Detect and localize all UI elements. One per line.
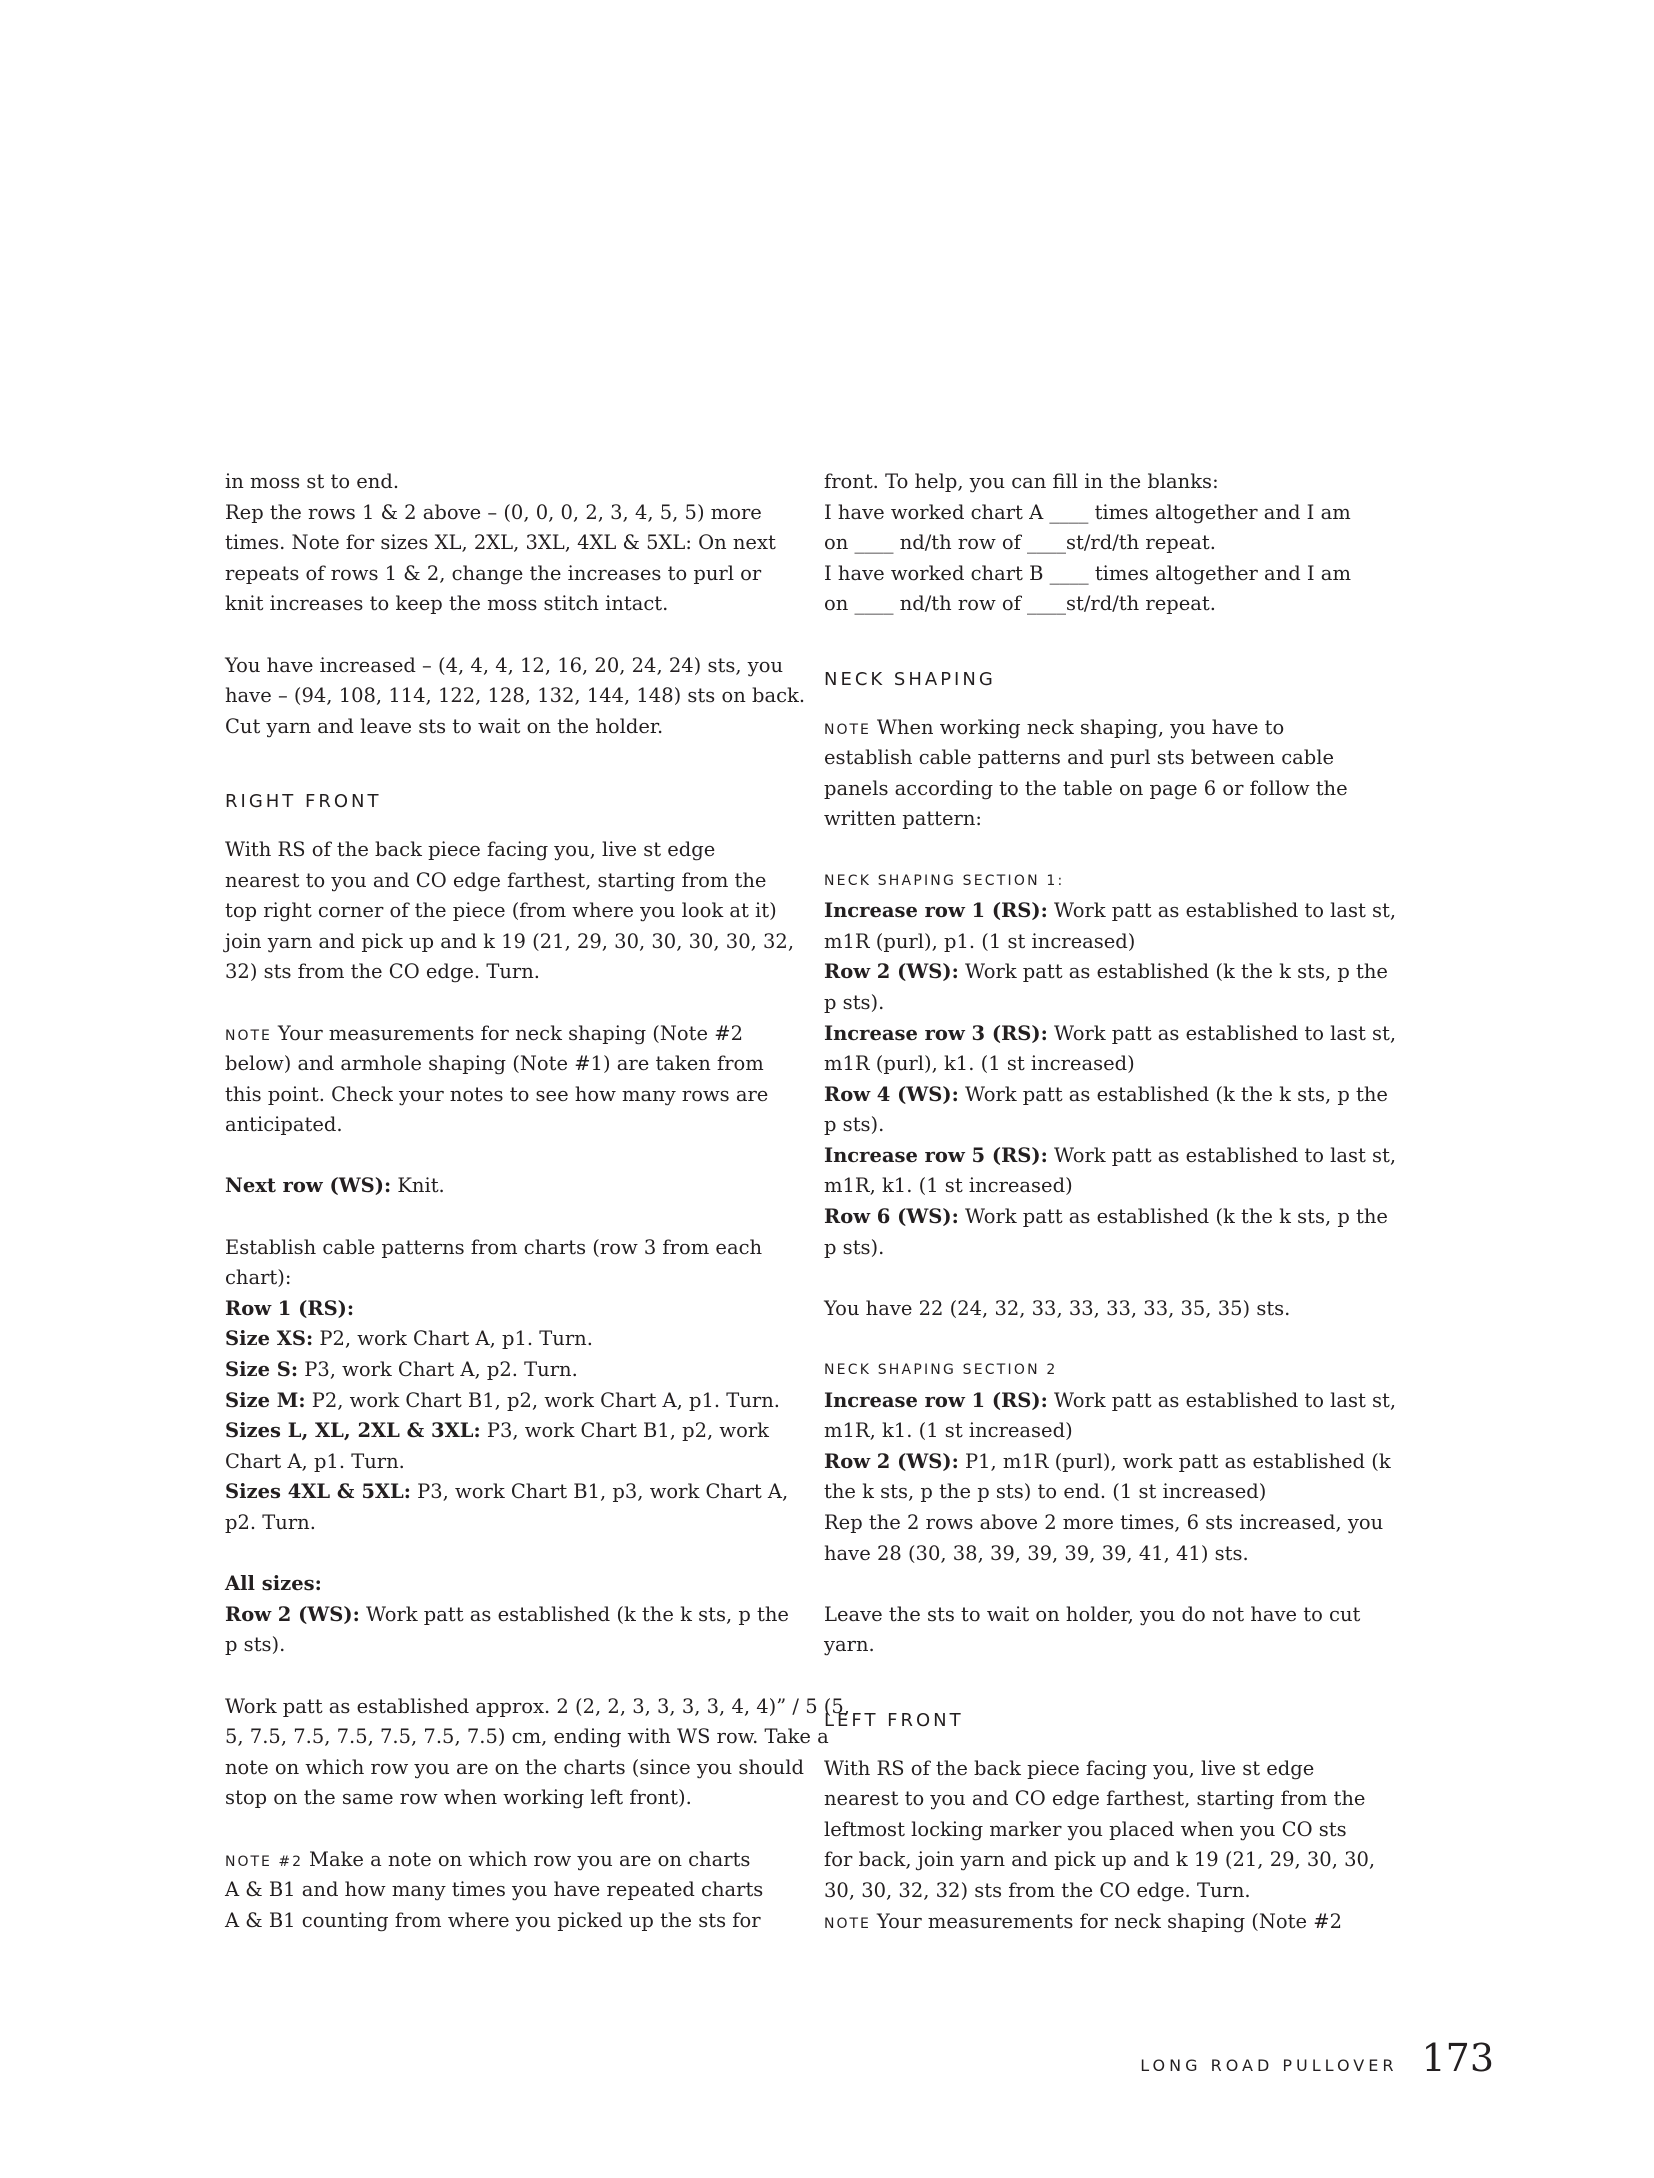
section-heading-neck-shaping: NECK SHAPING	[824, 668, 996, 690]
row-line: Rep the 2 rows above 2 more times, 6 sts increased, you	[824, 1511, 1384, 1534]
text-line: for back, join yarn and pick up and k 19 (21, 29, 30, 30,	[824, 1848, 1376, 1872]
text-line: chart):	[225, 1266, 292, 1290]
running-title: LONG ROAD PULLOVER	[1140, 2056, 1398, 2075]
text-line: Leave the sts to wait on holder, you do not have to cut	[824, 1602, 1361, 1626]
text-line: I have worked chart B ____ times altogether and I am	[824, 561, 1351, 585]
section-heading-left-front: LEFT FRONT	[824, 1709, 964, 1731]
note-line: NOTE Your measurements for neck shaping (Note #2	[225, 1021, 743, 1045]
text-line: in moss st to end.	[225, 470, 400, 493]
row-line: m1R, k1. (1 st increased)	[824, 1174, 1073, 1198]
row-line: have 28 (30, 38, 39, 39, 39, 39, 41, 41) sts.	[824, 1541, 1249, 1565]
size-line: Sizes 4XL & 5XL: P3, work Chart B1, p3, work Chart A,	[225, 1480, 789, 1504]
note-label: NOTE	[225, 1027, 272, 1044]
row-line: Increase row 5 (RS): Work patt as established to last st,	[824, 1143, 1397, 1167]
text-line: p2. Turn.	[225, 1511, 316, 1534]
row-line: Increase row 1 (RS): Work patt as established to last st,	[824, 1388, 1397, 1412]
row-line: Increase row 1 (RS): Work patt as established to last st,	[824, 899, 1397, 923]
text-line: note on which row you are on the charts (since you should	[225, 1755, 804, 1779]
text-line: A & B1 counting from where you picked up the sts for	[225, 1908, 761, 1932]
note-label: NOTE	[824, 721, 871, 738]
text-line: With RS of the back piece facing you, live st edge	[225, 837, 716, 861]
text-line: panels according to the table on page 6 or follow the	[824, 776, 1348, 800]
text-line: on ____ nd/th row of ____st/rd/th repeat.	[824, 531, 1216, 555]
text-line: Chart A, p1. Turn.	[225, 1449, 405, 1473]
text-line: knit increases to keep the moss stitch intact.	[225, 592, 669, 616]
row-line: p sts).	[824, 1113, 885, 1137]
all-sizes-label: All sizes:	[225, 1572, 322, 1596]
row-line: Row 6 (WS): Work patt as established (k the k sts, p the	[824, 1205, 1388, 1229]
text-line: repeats of rows 1 & 2, change the increases to purl or	[225, 561, 762, 585]
text-line: With RS of the back piece facing you, live st edge	[824, 1756, 1315, 1780]
section-heading-right-front: RIGHT FRONT	[225, 791, 382, 813]
text-line: 30, 30, 32, 32) sts from the CO edge. Turn.	[824, 1878, 1251, 1902]
left-column	[225, 467, 851, 1936]
text-line: Rep the rows 1 & 2 above – (0, 0, 0, 2, 3, 4, 5, 5) more	[225, 500, 762, 524]
text-line: this point. Check your notes to see how many rows are	[225, 1082, 769, 1106]
text-line: yarn.	[824, 1633, 875, 1657]
row-line: m1R (purl), k1. (1 st increased)	[824, 1052, 1135, 1076]
page-number: 173	[1421, 2036, 1494, 2080]
size-line: Size M: P2, work Chart B1, p2, work Chart A, p1. Turn.	[225, 1388, 780, 1412]
text-line: below) and armhole shaping (Note #1) are taken from	[225, 1052, 764, 1076]
text-line: join yarn and pick up and k 19 (21, 29, 30, 30, 30, 30, 32,	[225, 929, 795, 953]
note-label: NOTE	[824, 1915, 871, 1932]
text-line: 32) sts from the CO edge. Turn.	[225, 960, 540, 984]
text-line: nearest to you and CO edge farthest, starting from the	[824, 1787, 1366, 1811]
right-column	[824, 467, 1397, 1937]
note-line: NOTE When working neck shaping, you have to	[824, 715, 1285, 739]
text-line: 5, 7.5, 7.5, 7.5, 7.5, 7.5, 7.5) cm, ending with WS row. Take a	[225, 1725, 829, 1749]
text-line: You have increased – (4, 4, 4, 12, 16, 20, 24, 24) sts, you	[225, 653, 784, 677]
text-line: You have 22 (24, 32, 33, 33, 33, 33, 35, 35) sts.	[824, 1296, 1291, 1320]
text-line: leftmost locking marker you placed when you CO sts	[824, 1817, 1347, 1841]
text-line: establish cable patterns and purl sts between cable	[824, 746, 1335, 770]
row-line: m1R, k1. (1 st increased)	[824, 1419, 1073, 1443]
row-line: Row 4 (WS): Work patt as established (k the k sts, p the	[824, 1082, 1388, 1106]
text-line: top right corner of the piece (from where you look at it)	[225, 899, 777, 923]
row-line: the k sts, p the p sts) to end. (1 st increased)	[824, 1480, 1267, 1504]
text-line: Work patt as established approx. 2 (2, 2, 3, 3, 3, 3, 4, 4)” / 5 (5,	[225, 1694, 851, 1718]
row-line: m1R (purl), p1. (1 st increased)	[824, 929, 1136, 953]
text-line: A & B1 and how many times you have repeated charts	[225, 1878, 764, 1902]
size-line: Size XS: P2, work Chart A, p1. Turn.	[225, 1327, 593, 1351]
row-line: Increase row 3 (RS): Work patt as established to last st,	[824, 1021, 1397, 1045]
size-line: Sizes L, XL, 2XL & 3XL: P3, work Chart B1, p2, work	[225, 1419, 769, 1443]
text-line: I have worked chart A ____ times altogether and I am	[824, 500, 1351, 524]
text-line: on ____ nd/th row of ____st/rd/th repeat.	[824, 592, 1216, 616]
note-line: NOTE Your measurements for neck shaping (Note #2	[824, 1909, 1342, 1933]
page-footer	[1140, 2036, 1494, 2080]
note-label: NOTE #2	[225, 1853, 303, 1870]
subheading-section-1: NECK SHAPING SECTION 1:	[824, 872, 1065, 889]
row-label: Row 1 (RS):	[225, 1296, 355, 1320]
text-line: p sts).	[225, 1633, 286, 1657]
row-line: p sts).	[824, 1235, 885, 1259]
row-line: Row 2 (WS): Work patt as established (k the k sts, p the	[824, 960, 1388, 984]
text-line: Establish cable patterns from charts (row 3 from each	[225, 1235, 763, 1259]
row-line: Row 2 (WS): P1, m1R (purl), work patt as established (k	[824, 1449, 1391, 1473]
size-line: Size S: P3, work Chart A, p2. Turn.	[225, 1358, 578, 1382]
text-line: front. To help, you can fill in the blanks:	[824, 470, 1219, 493]
text-line: Cut yarn and leave sts to wait on the holder.	[225, 714, 664, 738]
text-line: stop on the same row when working left front).	[225, 1786, 692, 1810]
text-line: written pattern:	[824, 807, 982, 831]
row-line: p sts).	[824, 990, 885, 1014]
subheading-section-2: NECK SHAPING SECTION 2	[824, 1362, 1058, 1379]
text-line: have – (94, 108, 114, 122, 128, 132, 144, 148) sts on back.	[225, 684, 806, 708]
note-line: NOTE #2 Make a note on which row you are on charts	[225, 1847, 751, 1871]
text-line: nearest to you and CO edge farthest, starting from the	[225, 868, 767, 892]
row-line: Row 2 (WS): Work patt as established (k the k sts, p the	[225, 1602, 789, 1626]
next-row-line: Next row (WS): Knit.	[225, 1174, 445, 1198]
text-line: anticipated.	[225, 1113, 343, 1137]
text-line: times. Note for sizes XL, 2XL, 3XL, 4XL & 5XL: On next	[225, 531, 776, 555]
